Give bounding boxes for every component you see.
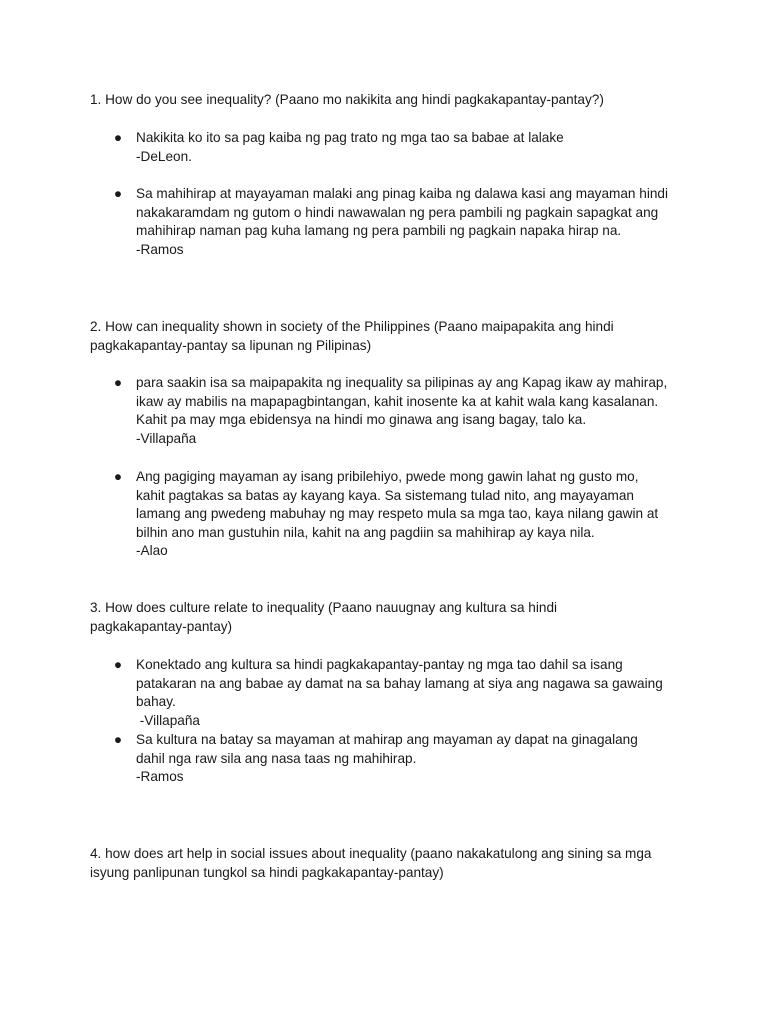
answer-line: mahihirap naman pag kuha lamang ng pera pambili ng pagkain napaka hirap na.: [136, 223, 622, 239]
answer-line: bilhin ano man gustuhin nila, kahit na ang pagdiin sa mahihirap ay kaya nila.: [136, 524, 595, 540]
bullet-icon: ●: [113, 375, 123, 390]
answer-line: patakaran na ang babae ay damat na sa bahay lamang at siya ang nagawa sa gawaing: [136, 675, 663, 691]
bullet-icon: ●: [113, 186, 123, 201]
question-title: pagkakapantay-pantay): [90, 618, 233, 634]
answer-line: Sa kultura na batay sa mayaman at mahirap ang mayaman ay dapat na ginagalang: [136, 732, 638, 747]
answer-line: bahay.: [136, 694, 176, 710]
question-title: 4. how does art help in social issues about inequality (paano nakakatulong ang sining sa mga: [90, 846, 652, 861]
answer-2-2: [113, 468, 696, 561]
answer-line: Nakikita ko ito sa pag kaiba ng pag trato ng mga tao sa babae at lalake: [136, 130, 564, 145]
answer-line: lamang ang pwedeng mabuhay ng may respeto mula sa mga tao, kaya nilang gawin at: [136, 506, 659, 522]
answer-3-1: [113, 656, 696, 730]
answer-3-2: [113, 731, 696, 787]
question-title: pagkakapantay-pantay sa lipunan ng Pilipinas): [90, 337, 372, 353]
answer-1-1: [113, 129, 696, 166]
answer-line: nakakaramdam ng gutom o hindi nawawalan ng pera pambili ng pagkain sapagkat ang: [136, 204, 659, 220]
answer-2-1: [113, 374, 696, 448]
answer-author: -DeLeon.: [136, 148, 192, 164]
answer-author: -Villapaña: [136, 430, 197, 446]
answer-author: -Ramos: [136, 769, 184, 785]
answer-line: kahit pagtakas sa batas ay kayang kaya. Sa sistemang tulad nito, ang mayayaman: [136, 487, 634, 503]
answer-author: -Ramos: [136, 241, 184, 257]
question-3: [90, 599, 690, 636]
answer-author: -Villapaña: [136, 712, 200, 728]
question-title: 2. How can inequality shown in society of the Philippines (Paano maipapakita ang hindi: [90, 319, 614, 334]
answer-line: Kahit pa may mga ebidensya na hindi mo ginawa ang isang bagay, talo ka.: [136, 412, 587, 428]
bullet-icon: ●: [113, 732, 123, 747]
bullet-icon: ●: [113, 130, 123, 145]
question-title: 3. How does culture relate to inequality (Paano nauugnay ang kultura sa hindi: [90, 600, 558, 615]
answer-line: ikaw ay mabilis na mapapagbintangan, kahit inosente ka at kahit wala kang kasalanan.: [136, 393, 659, 409]
answer-line: Sa mahihirap at mayayaman malaki ang pinag kaiba ng dalawa kasi ang mayaman hindi: [136, 186, 668, 201]
answer-line: Konektado ang kultura sa hindi pagkakapantay-pantay ng mga tao dahil sa isang: [136, 657, 623, 672]
bullet-icon: ●: [113, 657, 123, 672]
question-4: [90, 845, 690, 882]
answer-1-2: [113, 185, 696, 259]
answer-line: para saakin isa sa maipapakita ng inequality sa pilipinas ay ang Kapag ikaw ay mahirap,: [136, 375, 668, 390]
bullet-icon: ●: [113, 469, 123, 484]
question-1: [90, 91, 690, 110]
question-title: 1. How do you see inequality? (Paano mo nakikita ang hindi pagkakapantay-pantay?): [90, 92, 604, 107]
answer-line: dahil nga raw sila ang nasa taas ng mahihirap.: [136, 750, 417, 766]
question-title: isyung panlipunan tungkol sa hindi pagkakapantay-pantay): [90, 864, 444, 880]
question-2: [90, 318, 690, 355]
answer-line: Ang pagiging mayaman ay isang pribilehiyo, pwede mong gawin lahat ng gusto mo,: [136, 469, 639, 484]
answer-author: -Alao: [136, 543, 168, 559]
